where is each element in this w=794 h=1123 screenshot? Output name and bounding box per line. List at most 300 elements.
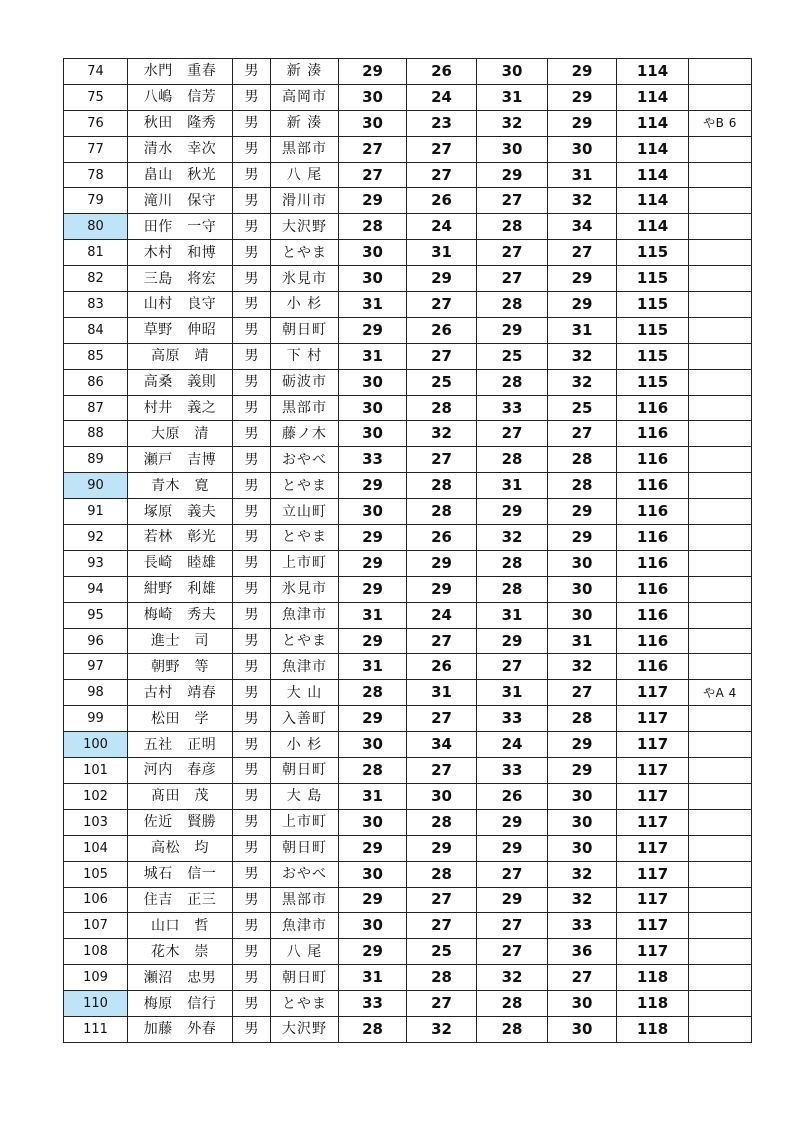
round1-score-cell: 28 xyxy=(339,758,407,784)
club-cell: 黒部市 xyxy=(271,136,339,162)
note-cell xyxy=(689,991,752,1017)
round3-score-cell: 29 xyxy=(477,835,548,861)
club-cell: 朝日町 xyxy=(271,758,339,784)
round2-score-cell: 28 xyxy=(407,473,477,499)
rank-cell: 109 xyxy=(64,965,128,991)
note-cell xyxy=(689,861,752,887)
table-row xyxy=(64,602,752,628)
club-cell: 下 村 xyxy=(271,343,339,369)
note-cell xyxy=(689,706,752,732)
table-row xyxy=(64,162,752,188)
club-cell: とやま xyxy=(271,628,339,654)
total-score-cell: 114 xyxy=(617,188,689,214)
player-name-cell: 古村 靖春 xyxy=(128,680,233,706)
club-cell: おやべ xyxy=(271,447,339,473)
round3-score-cell: 27 xyxy=(477,913,548,939)
gender-cell: 男 xyxy=(233,654,271,680)
round3-score-cell: 28 xyxy=(477,214,548,240)
rank-cell: 99 xyxy=(64,706,128,732)
table-row xyxy=(64,809,752,835)
gender-cell: 男 xyxy=(233,680,271,706)
table-row xyxy=(64,680,752,706)
round3-score-cell: 33 xyxy=(477,395,548,421)
round3-score-cell: 31 xyxy=(477,602,548,628)
rank-cell: 110 xyxy=(64,991,128,1017)
round4-score-cell: 33 xyxy=(548,913,617,939)
rank-cell: 103 xyxy=(64,809,128,835)
round1-score-cell: 33 xyxy=(339,447,407,473)
round4-score-cell: 30 xyxy=(548,809,617,835)
note-cell xyxy=(689,343,752,369)
club-cell: 藤ノ木 xyxy=(271,421,339,447)
round3-score-cell: 27 xyxy=(477,240,548,266)
rank-cell: 80 xyxy=(64,214,128,240)
player-name-cell: 松田 学 xyxy=(128,706,233,732)
table-row xyxy=(64,421,752,447)
total-score-cell: 115 xyxy=(617,317,689,343)
total-score-cell: 115 xyxy=(617,292,689,318)
round3-score-cell: 31 xyxy=(477,84,548,110)
gender-cell: 男 xyxy=(233,240,271,266)
round1-score-cell: 30 xyxy=(339,913,407,939)
rank-cell: 82 xyxy=(64,266,128,292)
note-cell xyxy=(689,602,752,628)
gender-cell: 男 xyxy=(233,1016,271,1042)
club-cell: 滑川市 xyxy=(271,188,339,214)
club-cell: 大沢野 xyxy=(271,214,339,240)
round1-score-cell: 30 xyxy=(339,861,407,887)
gender-cell: 男 xyxy=(233,991,271,1017)
round4-score-cell: 30 xyxy=(548,835,617,861)
player-name-cell: 村井 義之 xyxy=(128,395,233,421)
round2-score-cell: 27 xyxy=(407,758,477,784)
rank-cell: 87 xyxy=(64,395,128,421)
player-name-cell: 青木 寛 xyxy=(128,473,233,499)
player-name-cell: 高桑 義則 xyxy=(128,369,233,395)
round1-score-cell: 29 xyxy=(339,317,407,343)
round1-score-cell: 30 xyxy=(339,110,407,136)
round2-score-cell: 26 xyxy=(407,654,477,680)
table-row xyxy=(64,965,752,991)
note-cell xyxy=(689,266,752,292)
note-cell xyxy=(689,732,752,758)
club-cell: 小 杉 xyxy=(271,292,339,318)
total-score-cell: 114 xyxy=(617,214,689,240)
table-row xyxy=(64,861,752,887)
round4-score-cell: 29 xyxy=(548,266,617,292)
gender-cell: 男 xyxy=(233,395,271,421)
round4-score-cell: 30 xyxy=(548,991,617,1017)
total-score-cell: 116 xyxy=(617,447,689,473)
gender-cell: 男 xyxy=(233,499,271,525)
gender-cell: 男 xyxy=(233,421,271,447)
round1-score-cell: 30 xyxy=(339,809,407,835)
table-row xyxy=(64,188,752,214)
club-cell: 大 山 xyxy=(271,680,339,706)
total-score-cell: 115 xyxy=(617,266,689,292)
round1-score-cell: 29 xyxy=(339,525,407,551)
round3-score-cell: 31 xyxy=(477,680,548,706)
rank-cell: 86 xyxy=(64,369,128,395)
gender-cell: 男 xyxy=(233,706,271,732)
round2-score-cell: 27 xyxy=(407,991,477,1017)
round2-score-cell: 26 xyxy=(407,317,477,343)
player-name-cell: 木村 和博 xyxy=(128,240,233,266)
gender-cell: 男 xyxy=(233,292,271,318)
results-table xyxy=(63,58,752,1043)
round2-score-cell: 29 xyxy=(407,266,477,292)
player-name-cell: 髙田 茂 xyxy=(128,783,233,809)
table-row xyxy=(64,706,752,732)
gender-cell: 男 xyxy=(233,576,271,602)
note-cell xyxy=(689,758,752,784)
table-row xyxy=(64,628,752,654)
player-name-cell: 八嶋 信芳 xyxy=(128,84,233,110)
club-cell: 朝日町 xyxy=(271,317,339,343)
total-score-cell: 114 xyxy=(617,136,689,162)
rank-cell: 100 xyxy=(64,732,128,758)
table-row xyxy=(64,1016,752,1042)
total-score-cell: 117 xyxy=(617,706,689,732)
player-name-cell: 紺野 利雄 xyxy=(128,576,233,602)
round1-score-cell: 30 xyxy=(339,421,407,447)
total-score-cell: 114 xyxy=(617,110,689,136)
rank-cell: 91 xyxy=(64,499,128,525)
table-row xyxy=(64,214,752,240)
round1-score-cell: 31 xyxy=(339,965,407,991)
round3-score-cell: 30 xyxy=(477,59,548,85)
player-name-cell: 畠山 秋光 xyxy=(128,162,233,188)
round3-score-cell: 26 xyxy=(477,783,548,809)
table-row xyxy=(64,343,752,369)
round3-score-cell: 28 xyxy=(477,369,548,395)
round1-score-cell: 29 xyxy=(339,473,407,499)
note-cell xyxy=(689,447,752,473)
total-score-cell: 118 xyxy=(617,1016,689,1042)
round2-score-cell: 27 xyxy=(407,913,477,939)
club-cell: 小 杉 xyxy=(271,732,339,758)
gender-cell: 男 xyxy=(233,59,271,85)
round3-score-cell: 32 xyxy=(477,965,548,991)
rank-cell: 81 xyxy=(64,240,128,266)
player-name-cell: 草野 伸昭 xyxy=(128,317,233,343)
round2-score-cell: 29 xyxy=(407,576,477,602)
round3-score-cell: 28 xyxy=(477,576,548,602)
player-name-cell: 梅原 信行 xyxy=(128,991,233,1017)
round2-score-cell: 24 xyxy=(407,602,477,628)
round1-score-cell: 29 xyxy=(339,576,407,602)
club-cell: 砺波市 xyxy=(271,369,339,395)
gender-cell: 男 xyxy=(233,628,271,654)
player-name-cell: 加藤 外春 xyxy=(128,1016,233,1042)
club-cell: 黒部市 xyxy=(271,395,339,421)
club-cell: 魚津市 xyxy=(271,913,339,939)
round4-score-cell: 29 xyxy=(548,59,617,85)
total-score-cell: 117 xyxy=(617,887,689,913)
note-cell xyxy=(689,913,752,939)
note-cell xyxy=(689,421,752,447)
table-row xyxy=(64,395,752,421)
club-cell: 朝日町 xyxy=(271,965,339,991)
round3-score-cell: 27 xyxy=(477,939,548,965)
round1-score-cell: 31 xyxy=(339,783,407,809)
round1-score-cell: 31 xyxy=(339,292,407,318)
rank-cell: 108 xyxy=(64,939,128,965)
rank-cell: 79 xyxy=(64,188,128,214)
player-name-cell: 高松 均 xyxy=(128,835,233,861)
round2-score-cell: 27 xyxy=(407,447,477,473)
player-name-cell: 塚原 義夫 xyxy=(128,499,233,525)
table-row xyxy=(64,913,752,939)
total-score-cell: 115 xyxy=(617,240,689,266)
round3-score-cell: 24 xyxy=(477,732,548,758)
player-name-cell: 山口 哲 xyxy=(128,913,233,939)
round2-score-cell: 34 xyxy=(407,732,477,758)
gender-cell: 男 xyxy=(233,317,271,343)
round1-score-cell: 28 xyxy=(339,680,407,706)
club-cell: 大 島 xyxy=(271,783,339,809)
gender-cell: 男 xyxy=(233,447,271,473)
table-row xyxy=(64,447,752,473)
round2-score-cell: 27 xyxy=(407,136,477,162)
club-cell: 新 湊 xyxy=(271,59,339,85)
round1-score-cell: 31 xyxy=(339,343,407,369)
gender-cell: 男 xyxy=(233,809,271,835)
club-cell: 氷見市 xyxy=(271,266,339,292)
round3-score-cell: 28 xyxy=(477,447,548,473)
note-cell xyxy=(689,188,752,214)
total-score-cell: 117 xyxy=(617,809,689,835)
rank-cell: 98 xyxy=(64,680,128,706)
round4-score-cell: 30 xyxy=(548,783,617,809)
table-row xyxy=(64,84,752,110)
total-score-cell: 116 xyxy=(617,525,689,551)
round3-score-cell: 29 xyxy=(477,809,548,835)
player-name-cell: 水門 重春 xyxy=(128,59,233,85)
round3-score-cell: 32 xyxy=(477,525,548,551)
round2-score-cell: 29 xyxy=(407,550,477,576)
gender-cell: 男 xyxy=(233,369,271,395)
round4-score-cell: 29 xyxy=(548,110,617,136)
gender-cell: 男 xyxy=(233,602,271,628)
total-score-cell: 117 xyxy=(617,783,689,809)
round1-score-cell: 29 xyxy=(339,59,407,85)
player-name-cell: 河内 春彦 xyxy=(128,758,233,784)
club-cell: 八 尾 xyxy=(271,162,339,188)
total-score-cell: 117 xyxy=(617,913,689,939)
player-name-cell: 清水 幸次 xyxy=(128,136,233,162)
round1-score-cell: 29 xyxy=(339,887,407,913)
round3-score-cell: 27 xyxy=(477,266,548,292)
rank-cell: 111 xyxy=(64,1016,128,1042)
gender-cell: 男 xyxy=(233,732,271,758)
round4-score-cell: 31 xyxy=(548,628,617,654)
note-cell xyxy=(689,395,752,421)
total-score-cell: 116 xyxy=(617,473,689,499)
round1-score-cell: 31 xyxy=(339,602,407,628)
table-row xyxy=(64,240,752,266)
round2-score-cell: 27 xyxy=(407,292,477,318)
player-name-cell: 進士 司 xyxy=(128,628,233,654)
club-cell: とやま xyxy=(271,991,339,1017)
round2-score-cell: 28 xyxy=(407,965,477,991)
results-table-body xyxy=(64,59,752,1043)
table-row xyxy=(64,369,752,395)
club-cell: 八 尾 xyxy=(271,939,339,965)
player-name-cell: 花木 崇 xyxy=(128,939,233,965)
rank-cell: 89 xyxy=(64,447,128,473)
round2-score-cell: 32 xyxy=(407,1016,477,1042)
total-score-cell: 118 xyxy=(617,991,689,1017)
total-score-cell: 117 xyxy=(617,835,689,861)
rank-cell: 104 xyxy=(64,835,128,861)
gender-cell: 男 xyxy=(233,110,271,136)
player-name-cell: 大原 清 xyxy=(128,421,233,447)
round4-score-cell: 29 xyxy=(548,732,617,758)
player-name-cell: 五社 正明 xyxy=(128,732,233,758)
round2-score-cell: 24 xyxy=(407,84,477,110)
round4-score-cell: 29 xyxy=(548,758,617,784)
round2-score-cell: 25 xyxy=(407,939,477,965)
round2-score-cell: 26 xyxy=(407,188,477,214)
note-cell: やA 4 xyxy=(689,680,752,706)
table-row xyxy=(64,292,752,318)
total-score-cell: 116 xyxy=(617,550,689,576)
rank-cell: 83 xyxy=(64,292,128,318)
player-name-cell: 若林 彰光 xyxy=(128,525,233,551)
round1-score-cell: 30 xyxy=(339,84,407,110)
table-row xyxy=(64,654,752,680)
round2-score-cell: 26 xyxy=(407,525,477,551)
round2-score-cell: 31 xyxy=(407,680,477,706)
club-cell: とやま xyxy=(271,473,339,499)
round4-score-cell: 28 xyxy=(548,447,617,473)
rank-cell: 94 xyxy=(64,576,128,602)
total-score-cell: 117 xyxy=(617,861,689,887)
total-score-cell: 117 xyxy=(617,758,689,784)
round1-score-cell: 27 xyxy=(339,136,407,162)
table-row xyxy=(64,783,752,809)
gender-cell: 男 xyxy=(233,835,271,861)
round3-score-cell: 32 xyxy=(477,110,548,136)
table-row xyxy=(64,887,752,913)
note-cell xyxy=(689,369,752,395)
rank-cell: 101 xyxy=(64,758,128,784)
total-score-cell: 116 xyxy=(617,499,689,525)
total-score-cell: 116 xyxy=(617,395,689,421)
total-score-cell: 114 xyxy=(617,162,689,188)
total-score-cell: 115 xyxy=(617,369,689,395)
round4-score-cell: 29 xyxy=(548,525,617,551)
round4-score-cell: 30 xyxy=(548,602,617,628)
round2-score-cell: 28 xyxy=(407,499,477,525)
note-cell xyxy=(689,887,752,913)
round2-score-cell: 25 xyxy=(407,369,477,395)
round4-score-cell: 32 xyxy=(548,887,617,913)
note-cell xyxy=(689,84,752,110)
rank-cell: 102 xyxy=(64,783,128,809)
round1-score-cell: 30 xyxy=(339,395,407,421)
round2-score-cell: 23 xyxy=(407,110,477,136)
note-cell xyxy=(689,136,752,162)
gender-cell: 男 xyxy=(233,525,271,551)
rank-cell: 95 xyxy=(64,602,128,628)
player-name-cell: 城石 信一 xyxy=(128,861,233,887)
club-cell: 朝日町 xyxy=(271,835,339,861)
table-row xyxy=(64,732,752,758)
table-row xyxy=(64,266,752,292)
round1-score-cell: 30 xyxy=(339,369,407,395)
gender-cell: 男 xyxy=(233,473,271,499)
total-score-cell: 116 xyxy=(617,576,689,602)
gender-cell: 男 xyxy=(233,861,271,887)
round3-score-cell: 28 xyxy=(477,550,548,576)
table-row xyxy=(64,550,752,576)
round3-score-cell: 33 xyxy=(477,706,548,732)
rank-cell: 77 xyxy=(64,136,128,162)
rank-cell: 88 xyxy=(64,421,128,447)
round1-score-cell: 30 xyxy=(339,499,407,525)
table-row xyxy=(64,991,752,1017)
table-row xyxy=(64,110,752,136)
round2-score-cell: 27 xyxy=(407,162,477,188)
player-name-cell: 朝野 等 xyxy=(128,654,233,680)
note-cell xyxy=(689,499,752,525)
round3-score-cell: 29 xyxy=(477,887,548,913)
total-score-cell: 116 xyxy=(617,654,689,680)
round1-score-cell: 27 xyxy=(339,162,407,188)
rank-cell: 97 xyxy=(64,654,128,680)
rank-cell: 76 xyxy=(64,110,128,136)
round3-score-cell: 30 xyxy=(477,136,548,162)
round1-score-cell: 30 xyxy=(339,266,407,292)
club-cell: とやま xyxy=(271,525,339,551)
round4-score-cell: 27 xyxy=(548,240,617,266)
round4-score-cell: 27 xyxy=(548,421,617,447)
rank-cell: 85 xyxy=(64,343,128,369)
round4-score-cell: 32 xyxy=(548,343,617,369)
player-name-cell: 瀬戸 吉博 xyxy=(128,447,233,473)
club-cell: 高岡市 xyxy=(271,84,339,110)
round3-score-cell: 29 xyxy=(477,162,548,188)
note-cell xyxy=(689,162,752,188)
note-cell xyxy=(689,214,752,240)
rank-cell: 93 xyxy=(64,550,128,576)
round1-score-cell: 29 xyxy=(339,706,407,732)
round2-score-cell: 28 xyxy=(407,809,477,835)
player-name-cell: 三島 将宏 xyxy=(128,266,233,292)
note-cell xyxy=(689,939,752,965)
total-score-cell: 116 xyxy=(617,602,689,628)
round2-score-cell: 27 xyxy=(407,343,477,369)
round2-score-cell: 27 xyxy=(407,706,477,732)
round2-score-cell: 26 xyxy=(407,59,477,85)
round4-score-cell: 36 xyxy=(548,939,617,965)
table-row xyxy=(64,59,752,85)
round3-score-cell: 29 xyxy=(477,317,548,343)
player-name-cell: 瀬沼 忠男 xyxy=(128,965,233,991)
round3-score-cell: 29 xyxy=(477,628,548,654)
round4-score-cell: 28 xyxy=(548,473,617,499)
note-cell xyxy=(689,835,752,861)
gender-cell: 男 xyxy=(233,343,271,369)
round2-score-cell: 30 xyxy=(407,783,477,809)
round2-score-cell: 28 xyxy=(407,861,477,887)
player-name-cell: 住吉 正三 xyxy=(128,887,233,913)
total-score-cell: 115 xyxy=(617,343,689,369)
round1-score-cell: 30 xyxy=(339,732,407,758)
table-row xyxy=(64,317,752,343)
